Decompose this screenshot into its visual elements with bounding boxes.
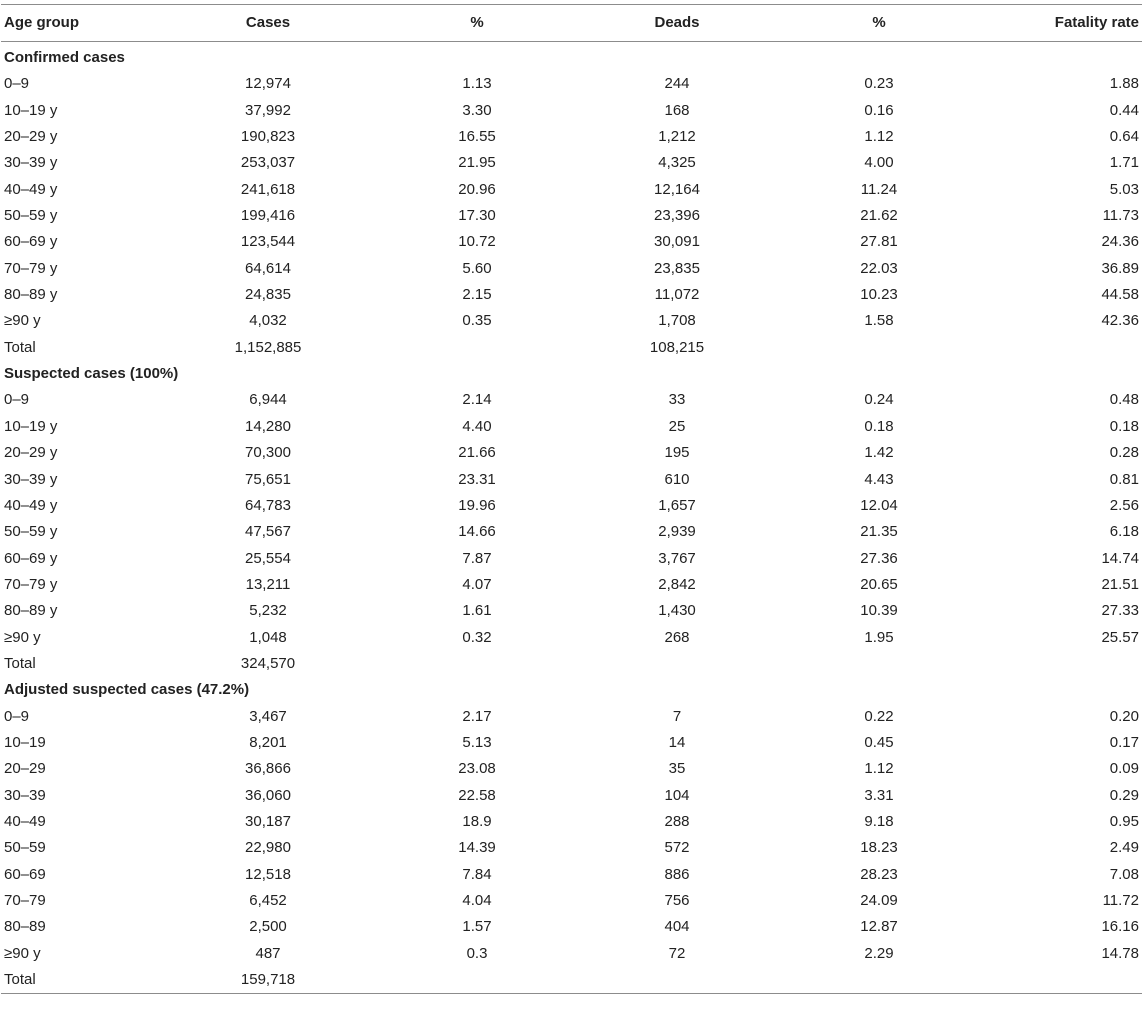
cell-cases-percent: 5.13 bbox=[462, 733, 492, 751]
table-row bbox=[0, 730, 1143, 756]
cell-deads: 2,842 bbox=[658, 575, 696, 593]
table-row bbox=[0, 704, 1143, 730]
cell-cases-percent: 19.96 bbox=[458, 496, 496, 514]
cell-deads-percent: 20.65 bbox=[860, 575, 898, 593]
cell-deads: 104 bbox=[664, 786, 690, 804]
cell-age-group: 80–89 bbox=[4, 918, 46, 936]
cell-age-group: ≥90 y bbox=[4, 944, 41, 962]
header-fatality-rate: Fatality rate bbox=[1054, 14, 1139, 31]
cell-deads-percent: 21.35 bbox=[860, 523, 898, 541]
table-row bbox=[0, 71, 1143, 97]
cell-fatality-rate: 0.17 bbox=[1109, 733, 1139, 751]
cell-cases-percent: 4.40 bbox=[462, 417, 492, 435]
cell-cases-percent: 1.61 bbox=[462, 602, 492, 620]
cell-age-group: 40–49 y bbox=[4, 496, 58, 514]
cell-deads: 14 bbox=[668, 733, 686, 751]
cell-deads: 268 bbox=[664, 628, 690, 646]
cell-cases-percent: 14.39 bbox=[458, 839, 496, 857]
cell-age-group: ≥90 y bbox=[4, 628, 41, 646]
table-row bbox=[0, 967, 1143, 993]
table-row bbox=[0, 625, 1143, 651]
table-row bbox=[0, 888, 1143, 914]
cell-cases: 47,567 bbox=[245, 523, 291, 541]
cell-cases: 3,467 bbox=[249, 707, 287, 725]
cell-fatality-rate: 11.72 bbox=[1102, 892, 1139, 909]
cell-deads: 108,215 bbox=[649, 338, 705, 356]
cell-age-group: 50–59 y bbox=[4, 523, 58, 541]
header-age-group: Age group bbox=[4, 14, 79, 31]
section-title-row bbox=[0, 677, 1143, 703]
cell-cases: 36,866 bbox=[245, 760, 291, 778]
table-row bbox=[0, 572, 1143, 598]
cell-cases: 2,500 bbox=[249, 918, 287, 936]
table-row bbox=[0, 519, 1143, 545]
cell-deads-percent: 1.12 bbox=[864, 760, 894, 778]
table-row bbox=[0, 150, 1143, 176]
cell-deads-percent: 10.39 bbox=[860, 602, 898, 620]
cell-cases-percent: 23.08 bbox=[458, 760, 496, 778]
section-title: Adjusted suspected cases (47.2%) bbox=[4, 681, 250, 699]
cell-deads-percent: 18.23 bbox=[860, 839, 898, 857]
cell-cases: 30,187 bbox=[245, 812, 291, 830]
cell-deads-percent: 0.22 bbox=[864, 707, 894, 725]
cell-fatality-rate: 0.64 bbox=[1109, 128, 1139, 146]
cell-cases-percent: 21.95 bbox=[458, 154, 496, 172]
cell-age-group: 70–79 y bbox=[4, 575, 58, 593]
table-row bbox=[0, 98, 1143, 124]
cell-fatality-rate: 1.71 bbox=[1109, 154, 1139, 172]
cell-cases-percent: 4.07 bbox=[462, 575, 492, 593]
cell-fatality-rate: 0.29 bbox=[1109, 786, 1139, 804]
cell-deads-percent: 1.42 bbox=[864, 444, 894, 462]
cell-cases: 199,416 bbox=[240, 207, 296, 225]
cell-deads-percent: 1.58 bbox=[864, 312, 894, 330]
cell-age-group: 20–29 y bbox=[4, 128, 58, 146]
cell-deads: 4,325 bbox=[658, 154, 696, 172]
cell-deads-percent: 4.43 bbox=[864, 470, 894, 488]
cell-cases-percent: 7.84 bbox=[462, 865, 492, 883]
cell-cases-percent: 16.55 bbox=[458, 128, 496, 146]
cell-cases-percent: 5.60 bbox=[462, 259, 492, 277]
cell-fatality-rate: 5.03 bbox=[1109, 180, 1139, 198]
cell-cases: 13,211 bbox=[245, 575, 291, 593]
cell-fatality-rate: 14.74 bbox=[1101, 549, 1139, 567]
cell-deads: 756 bbox=[664, 892, 690, 909]
table-row bbox=[0, 467, 1143, 493]
cell-cases-percent: 0.35 bbox=[462, 312, 492, 330]
cell-cases-percent: 22.58 bbox=[458, 786, 496, 804]
cell-age-group: 40–49 bbox=[4, 812, 46, 830]
cell-deads: 11,072 bbox=[654, 286, 700, 304]
cell-fatality-rate: 14.78 bbox=[1101, 944, 1139, 962]
cell-age-group: 10–19 y bbox=[4, 101, 58, 119]
section-title: Confirmed cases bbox=[4, 49, 125, 66]
table-row bbox=[0, 203, 1143, 229]
table-row bbox=[0, 783, 1143, 809]
cell-age-group: Total bbox=[4, 338, 36, 356]
cell-fatality-rate: 42.36 bbox=[1101, 312, 1139, 330]
cell-age-group: 60–69 y bbox=[4, 233, 58, 251]
cell-fatality-rate: 21.51 bbox=[1101, 575, 1139, 593]
cell-cases: 37,992 bbox=[245, 101, 291, 119]
cell-deads: 23,396 bbox=[654, 207, 700, 225]
cell-fatality-rate: 25.57 bbox=[1101, 628, 1139, 646]
cell-deads: 1,212 bbox=[658, 128, 696, 146]
cell-cases-percent: 18.9 bbox=[462, 812, 492, 830]
cell-age-group: 50–59 y bbox=[4, 207, 58, 225]
section-title-row bbox=[0, 361, 1143, 387]
cell-cases-percent: 14.66 bbox=[458, 523, 496, 541]
cell-deads: 12,164 bbox=[654, 180, 700, 198]
cell-cases: 8,201 bbox=[249, 733, 287, 751]
section-title: Suspected cases (100%) bbox=[4, 365, 179, 383]
cell-cases-percent: 10.72 bbox=[458, 233, 496, 251]
table-bottom-rule bbox=[1, 993, 1142, 994]
cell-deads-percent: 22.03 bbox=[860, 259, 898, 277]
cell-cases-percent: 2.15 bbox=[462, 286, 492, 304]
cell-cases: 6,452 bbox=[249, 892, 287, 909]
cell-cases-percent: 2.17 bbox=[462, 707, 492, 725]
cell-age-group: Total bbox=[4, 654, 36, 672]
cell-fatality-rate: 0.95 bbox=[1109, 812, 1139, 830]
cell-cases: 64,783 bbox=[245, 496, 291, 514]
cell-age-group: 0–9 bbox=[4, 707, 30, 725]
cell-deads-percent: 21.62 bbox=[860, 207, 898, 225]
cell-deads-percent: 27.81 bbox=[860, 233, 898, 251]
cell-fatality-rate: 0.09 bbox=[1109, 760, 1139, 778]
section-title-row bbox=[0, 45, 1143, 71]
table-body bbox=[0, 42, 1143, 993]
table-row bbox=[0, 493, 1143, 519]
cell-fatality-rate: 36.89 bbox=[1101, 259, 1139, 277]
cell-age-group: 0–9 bbox=[4, 75, 30, 93]
cell-cases-percent: 4.04 bbox=[462, 892, 492, 909]
cell-age-group: 30–39 y bbox=[4, 470, 58, 488]
cell-fatality-rate: 0.18 bbox=[1109, 417, 1139, 435]
cell-cases: 1,048 bbox=[249, 628, 287, 646]
table-row bbox=[0, 756, 1143, 782]
cell-fatality-rate: 0.20 bbox=[1109, 707, 1139, 725]
cell-age-group: 20–29 y bbox=[4, 444, 58, 462]
cell-deads: 1,708 bbox=[658, 312, 696, 330]
table-row bbox=[0, 177, 1143, 203]
cell-cases: 190,823 bbox=[240, 128, 296, 146]
header-deads: Deads bbox=[654, 14, 700, 31]
cell-cases-percent: 2.14 bbox=[462, 391, 492, 409]
table-row bbox=[0, 440, 1143, 466]
cell-deads: 1,430 bbox=[658, 602, 696, 620]
table-row bbox=[0, 387, 1143, 413]
table-row bbox=[0, 809, 1143, 835]
table-row bbox=[0, 256, 1143, 282]
cell-age-group: 10–19 bbox=[4, 733, 46, 751]
cell-fatality-rate: 0.28 bbox=[1109, 444, 1139, 462]
cell-deads-percent: 2.29 bbox=[864, 944, 894, 962]
cell-age-group: 0–9 bbox=[4, 391, 30, 409]
cell-deads-percent: 11.24 bbox=[860, 180, 898, 198]
cell-age-group: 10–19 y bbox=[4, 417, 58, 435]
cell-cases: 12,974 bbox=[245, 75, 291, 93]
cell-deads-percent: 12.04 bbox=[860, 496, 898, 514]
cell-deads: 886 bbox=[664, 865, 690, 883]
cell-cases-percent: 1.13 bbox=[462, 75, 492, 93]
cell-fatality-rate: 2.56 bbox=[1109, 496, 1139, 514]
cell-age-group: 30–39 bbox=[4, 786, 46, 804]
cell-deads: 7 bbox=[672, 707, 682, 725]
cell-cases: 14,280 bbox=[245, 417, 291, 435]
header-deads-percent: % bbox=[872, 14, 886, 31]
cell-fatality-rate: 16.16 bbox=[1101, 918, 1139, 936]
cell-deads: 1,657 bbox=[658, 496, 696, 514]
header-cases: Cases bbox=[245, 14, 291, 31]
table-row bbox=[0, 229, 1143, 255]
cell-deads: 72 bbox=[668, 944, 686, 962]
cell-cases: 123,544 bbox=[240, 233, 296, 251]
table-row bbox=[0, 941, 1143, 967]
cell-fatality-rate: 44.58 bbox=[1101, 286, 1139, 304]
cell-age-group: 40–49 y bbox=[4, 180, 58, 198]
cell-age-group: 70–79 y bbox=[4, 259, 58, 277]
cell-deads: 33 bbox=[668, 391, 686, 409]
cell-fatality-rate: 0.44 bbox=[1109, 101, 1139, 119]
cell-cases-percent: 17.30 bbox=[458, 207, 496, 225]
cell-deads: 404 bbox=[664, 918, 690, 936]
cell-deads-percent: 0.24 bbox=[864, 391, 894, 409]
cell-deads: 2,939 bbox=[658, 523, 696, 541]
cell-cases-percent: 23.31 bbox=[458, 470, 496, 488]
cell-cases-percent: 0.3 bbox=[466, 944, 488, 962]
cell-fatality-rate: 0.48 bbox=[1109, 391, 1139, 409]
cell-fatality-rate: 11.73 bbox=[1102, 207, 1139, 225]
cell-cases: 64,614 bbox=[245, 259, 291, 277]
cell-deads: 610 bbox=[664, 470, 690, 488]
cell-cases: 487 bbox=[255, 944, 281, 962]
cell-age-group: 30–39 y bbox=[4, 154, 58, 172]
table-row bbox=[0, 124, 1143, 150]
cell-age-group: 80–89 y bbox=[4, 602, 58, 620]
cell-age-group: ≥90 y bbox=[4, 312, 41, 330]
cell-age-group: 60–69 y bbox=[4, 549, 58, 567]
cell-deads: 30,091 bbox=[654, 233, 700, 251]
cell-cases: 75,651 bbox=[245, 470, 291, 488]
cell-cases: 36,060 bbox=[245, 786, 291, 804]
cell-deads: 25 bbox=[668, 417, 686, 435]
cell-deads-percent: 24.09 bbox=[860, 892, 898, 909]
cell-cases: 70,300 bbox=[245, 444, 291, 462]
cell-deads-percent: 27.36 bbox=[860, 549, 898, 567]
cell-deads: 195 bbox=[664, 444, 690, 462]
cell-age-group: 50–59 bbox=[4, 839, 46, 857]
cell-cases: 24,835 bbox=[245, 286, 291, 304]
table-row bbox=[0, 598, 1143, 624]
table-row bbox=[0, 835, 1143, 861]
table-row bbox=[0, 546, 1143, 572]
cell-cases: 4,032 bbox=[249, 312, 287, 330]
cell-cases: 159,718 bbox=[240, 971, 296, 989]
cell-fatality-rate: 1.88 bbox=[1109, 75, 1139, 93]
cell-fatality-rate: 24.36 bbox=[1101, 233, 1139, 251]
table-row bbox=[0, 282, 1143, 308]
cell-cases-percent: 3.30 bbox=[462, 101, 492, 119]
cell-cases-percent: 20.96 bbox=[458, 180, 496, 198]
cell-deads-percent: 10.23 bbox=[860, 286, 898, 304]
cell-fatality-rate: 2.49 bbox=[1109, 839, 1139, 857]
cell-deads-percent: 1.95 bbox=[864, 628, 894, 646]
cell-age-group: 20–29 bbox=[4, 760, 46, 778]
table-row bbox=[0, 414, 1143, 440]
cell-cases: 253,037 bbox=[240, 154, 296, 172]
cell-deads: 23,835 bbox=[654, 259, 700, 277]
cell-fatality-rate: 7.08 bbox=[1109, 865, 1139, 883]
cell-cases: 324,570 bbox=[240, 654, 296, 672]
cell-cases: 22,980 bbox=[245, 839, 291, 857]
cell-fatality-rate: 27.33 bbox=[1101, 602, 1139, 620]
cell-deads: 168 bbox=[664, 101, 690, 119]
cell-deads-percent: 1.12 bbox=[864, 128, 894, 146]
cell-deads: 288 bbox=[664, 812, 690, 830]
cell-cases-percent: 1.57 bbox=[462, 918, 492, 936]
cell-cases-percent: 7.87 bbox=[462, 549, 492, 567]
cell-deads-percent: 0.23 bbox=[864, 75, 894, 93]
cell-fatality-rate: 6.18 bbox=[1109, 523, 1139, 541]
table-row bbox=[0, 651, 1143, 677]
cell-deads-percent: 0.45 bbox=[864, 733, 894, 751]
cell-cases-percent: 0.32 bbox=[462, 628, 492, 646]
table-header-row bbox=[0, 5, 1143, 41]
cell-deads: 572 bbox=[664, 839, 690, 857]
table-row bbox=[0, 914, 1143, 940]
cell-deads-percent: 0.16 bbox=[864, 101, 894, 119]
cell-deads-percent: 3.31 bbox=[864, 786, 894, 804]
cell-fatality-rate: 0.81 bbox=[1109, 470, 1139, 488]
cell-deads-percent: 0.18 bbox=[864, 417, 894, 435]
cell-deads: 244 bbox=[664, 75, 690, 93]
header-cases-percent: % bbox=[470, 14, 484, 31]
cell-deads-percent: 28.23 bbox=[860, 865, 898, 883]
cell-deads: 3,767 bbox=[658, 549, 696, 567]
cell-deads: 35 bbox=[668, 760, 686, 778]
cell-age-group: Total bbox=[4, 971, 36, 989]
table-row bbox=[0, 862, 1143, 888]
cell-cases-percent: 21.66 bbox=[458, 444, 496, 462]
cell-cases: 25,554 bbox=[245, 549, 291, 567]
cell-age-group: 70–79 bbox=[4, 892, 46, 909]
cell-deads-percent: 12.87 bbox=[860, 918, 898, 936]
table-row bbox=[0, 308, 1143, 334]
cell-deads-percent: 4.00 bbox=[864, 154, 894, 172]
cell-age-group: 80–89 y bbox=[4, 286, 58, 304]
table-row bbox=[0, 335, 1143, 361]
cell-cases: 1,152,885 bbox=[234, 338, 302, 356]
cell-deads-percent: 9.18 bbox=[864, 812, 894, 830]
cell-cases: 12,518 bbox=[245, 865, 291, 883]
cell-age-group: 60–69 bbox=[4, 865, 46, 883]
cell-cases: 5,232 bbox=[249, 602, 287, 620]
cell-cases: 6,944 bbox=[249, 391, 287, 409]
cell-cases: 241,618 bbox=[240, 180, 296, 198]
